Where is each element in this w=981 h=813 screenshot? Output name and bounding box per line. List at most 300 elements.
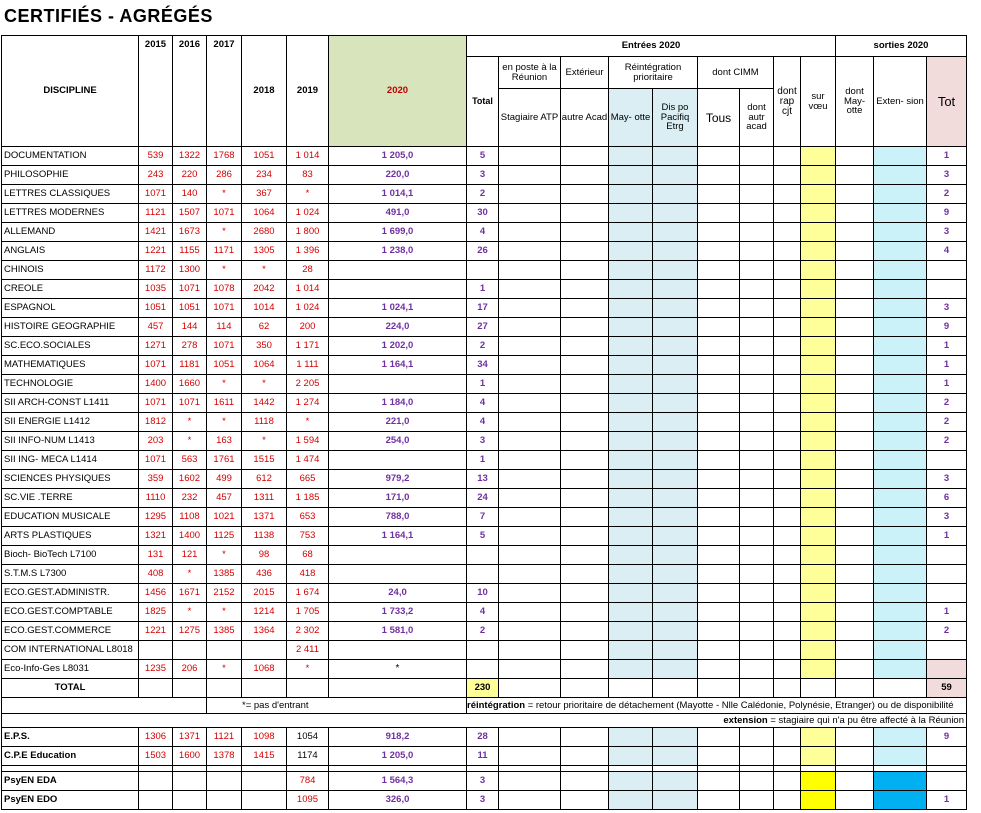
year-2017-cell: * bbox=[207, 546, 242, 565]
rapcjt-cell bbox=[774, 337, 801, 356]
total-cell: 1 bbox=[467, 375, 499, 394]
year-2019-cell: 68 bbox=[287, 546, 329, 565]
rapcjt-cell bbox=[774, 185, 801, 204]
dispo-cell bbox=[653, 772, 698, 791]
en-poste-cell bbox=[499, 584, 561, 603]
blank-cell bbox=[698, 679, 740, 698]
year-2015-cell: 1071 bbox=[139, 185, 173, 204]
sur-voeu-cell bbox=[801, 280, 836, 299]
extension-cell bbox=[874, 337, 927, 356]
table-row bbox=[2, 451, 967, 470]
discipline-cell: Bioch- BioTech L7100 bbox=[2, 546, 139, 565]
rapcjt-cell bbox=[774, 147, 801, 166]
sur-voeu-cell bbox=[801, 394, 836, 413]
year-2015-cell: 1321 bbox=[139, 527, 173, 546]
sorties-tot-cell: 2 bbox=[927, 413, 967, 432]
mayotte-cell bbox=[609, 603, 653, 622]
extension-cell bbox=[874, 261, 927, 280]
total-label: TOTAL bbox=[2, 679, 139, 698]
total-cell: 5 bbox=[467, 147, 499, 166]
exterieur-cell bbox=[561, 185, 609, 204]
discipline-cell: SII ING- MECA L1414 bbox=[2, 451, 139, 470]
year-2019-cell: * bbox=[287, 185, 329, 204]
discipline-cell: ECO.GEST.ADMINISTR. bbox=[2, 584, 139, 603]
tous-cell bbox=[698, 508, 740, 527]
sur-voeu-cell bbox=[801, 565, 836, 584]
dispo-cell bbox=[653, 747, 698, 766]
sorties-tot-cell: 1 bbox=[927, 603, 967, 622]
extension-cell bbox=[874, 318, 927, 337]
extension-cell bbox=[874, 166, 927, 185]
sorties-tot-cell bbox=[927, 772, 967, 791]
year-2018-cell: 1214 bbox=[242, 603, 287, 622]
year-2016-cell: 1600 bbox=[173, 747, 207, 766]
sorties-tot-cell bbox=[927, 747, 967, 766]
dont-mayotte-cell bbox=[836, 223, 874, 242]
year-2019-cell: 1 274 bbox=[287, 394, 329, 413]
year-2017-header: 2017 bbox=[207, 36, 242, 147]
year-2020-cell: 1 202,0 bbox=[329, 337, 467, 356]
year-2020-cell: 1 238,0 bbox=[329, 242, 467, 261]
year-2016-cell: 1371 bbox=[173, 728, 207, 747]
sur-voeu-cell bbox=[801, 242, 836, 261]
total-cell: 2 bbox=[467, 622, 499, 641]
year-2020-cell: 224,0 bbox=[329, 318, 467, 337]
sorties-tot-cell bbox=[927, 641, 967, 660]
year-2019-cell: 1 014 bbox=[287, 280, 329, 299]
rapcjt-cell bbox=[774, 394, 801, 413]
year-2019-cell: 1 024 bbox=[287, 204, 329, 223]
year-2016-cell: 220 bbox=[173, 166, 207, 185]
tous-cell bbox=[698, 489, 740, 508]
dont-autr-acad-cell bbox=[740, 432, 774, 451]
en-poste-cell bbox=[499, 489, 561, 508]
dont-autr-acad-cell bbox=[740, 242, 774, 261]
sur-voeu-cell bbox=[801, 641, 836, 660]
discipline-cell: SII ENERGIE L1412 bbox=[2, 413, 139, 432]
rapcjt-cell bbox=[774, 641, 801, 660]
dont-autr-acad-cell bbox=[740, 299, 774, 318]
total-cell: 2 bbox=[467, 185, 499, 204]
dispo-cell bbox=[653, 375, 698, 394]
year-2019-cell: 1174 bbox=[287, 747, 329, 766]
tous-cell bbox=[698, 791, 740, 810]
year-2017-cell: * bbox=[207, 413, 242, 432]
sur-voeu-cell bbox=[801, 747, 836, 766]
extra-row bbox=[2, 747, 967, 766]
year-2017-cell: 457 bbox=[207, 489, 242, 508]
rapcjt-cell bbox=[774, 622, 801, 641]
reintegration-header: Réintégration prioritaire bbox=[609, 57, 698, 89]
exterieur-cell bbox=[561, 451, 609, 470]
total-entrees-value: 230 bbox=[467, 679, 499, 698]
sur-voeu-cell bbox=[801, 185, 836, 204]
extension-cell bbox=[874, 622, 927, 641]
total-cell: 13 bbox=[467, 470, 499, 489]
discipline-cell: TECHNOLOGIE bbox=[2, 375, 139, 394]
year-2019-cell: 1 024 bbox=[287, 299, 329, 318]
year-2018-cell: 1051 bbox=[242, 147, 287, 166]
dispo-cell bbox=[653, 565, 698, 584]
year-2019-cell: 2 411 bbox=[287, 641, 329, 660]
en-poste-cell bbox=[499, 603, 561, 622]
year-2016-cell: 1673 bbox=[173, 223, 207, 242]
en-poste-cell bbox=[499, 223, 561, 242]
dont-mayotte-cell bbox=[836, 603, 874, 622]
year-2018-cell: 1098 bbox=[242, 728, 287, 747]
tous-cell bbox=[698, 185, 740, 204]
dont-mayotte-cell bbox=[836, 280, 874, 299]
extension-cell bbox=[874, 242, 927, 261]
dispo-cell bbox=[653, 337, 698, 356]
en-poste-cell bbox=[499, 432, 561, 451]
dont-autr-acad-cell bbox=[740, 375, 774, 394]
entrees-header: Entrées 2020 bbox=[467, 36, 836, 57]
blank-cell bbox=[139, 772, 173, 791]
sorties-tot-cell bbox=[927, 660, 967, 679]
year-2018-cell: 1442 bbox=[242, 394, 287, 413]
year-2020-cell: 1 014,1 bbox=[329, 185, 467, 204]
sur-voeu-cell bbox=[801, 261, 836, 280]
en-poste-cell bbox=[499, 394, 561, 413]
tous-cell bbox=[698, 747, 740, 766]
en-poste-cell bbox=[499, 546, 561, 565]
year-2017-cell: * bbox=[207, 261, 242, 280]
dont-mayotte-cell bbox=[836, 413, 874, 432]
dont-mayotte-cell bbox=[836, 451, 874, 470]
dont-autr-acad-cell bbox=[740, 223, 774, 242]
year-2016-cell: 1660 bbox=[173, 375, 207, 394]
discipline-cell: COM INTERNATIONAL L8018 bbox=[2, 641, 139, 660]
dont-mayotte-cell bbox=[836, 489, 874, 508]
year-2015-cell: 1271 bbox=[139, 337, 173, 356]
total-cell: 1 bbox=[467, 451, 499, 470]
dispo-cell bbox=[653, 791, 698, 810]
year-2019-cell: 2 205 bbox=[287, 375, 329, 394]
sur-voeu-cell bbox=[801, 660, 836, 679]
total-cell: 28 bbox=[467, 728, 499, 747]
dispo-cell bbox=[653, 299, 698, 318]
dont-mayotte-cell bbox=[836, 166, 874, 185]
mayotte-cell bbox=[609, 546, 653, 565]
discipline-cell: SCIENCES PHYSIQUES bbox=[2, 470, 139, 489]
year-2019-cell: 753 bbox=[287, 527, 329, 546]
exterieur-cell bbox=[561, 747, 609, 766]
mayotte-cell bbox=[609, 584, 653, 603]
rapcjt-cell bbox=[774, 223, 801, 242]
dont-mayotte-cell bbox=[836, 185, 874, 204]
sur-voeu-cell bbox=[801, 772, 836, 791]
year-2019-cell: 1054 bbox=[287, 728, 329, 747]
total-cell bbox=[467, 546, 499, 565]
dont-mayotte-cell bbox=[836, 641, 874, 660]
sorties-tot-cell: 3 bbox=[927, 508, 967, 527]
year-2018-cell: 436 bbox=[242, 565, 287, 584]
dont-mayotte-cell bbox=[836, 565, 874, 584]
extension-cell bbox=[874, 185, 927, 204]
rapcjt-cell bbox=[774, 728, 801, 747]
en-poste-cell bbox=[499, 772, 561, 791]
year-2020-cell: 1 164,1 bbox=[329, 527, 467, 546]
mayotte-cell bbox=[609, 299, 653, 318]
total-cell bbox=[467, 261, 499, 280]
year-2017-cell: 1611 bbox=[207, 394, 242, 413]
extension-cell bbox=[874, 299, 927, 318]
dont-autr-acad-cell bbox=[740, 185, 774, 204]
year-2018-cell: 1305 bbox=[242, 242, 287, 261]
sur-voeu-cell bbox=[801, 147, 836, 166]
year-2017-cell: 163 bbox=[207, 432, 242, 451]
table-row bbox=[2, 185, 967, 204]
year-2020-cell bbox=[329, 641, 467, 660]
year-2018-cell: 1118 bbox=[242, 413, 287, 432]
tous-cell bbox=[698, 166, 740, 185]
rapcjt-cell bbox=[774, 261, 801, 280]
mayotte-cell bbox=[609, 318, 653, 337]
blank-cell bbox=[207, 772, 242, 791]
dispo-cell bbox=[653, 527, 698, 546]
sorties-tot-cell: 2 bbox=[927, 432, 967, 451]
sur-voeu-cell bbox=[801, 318, 836, 337]
discipline-cell: ARTS PLASTIQUES bbox=[2, 527, 139, 546]
dont-autr-acad-cell bbox=[740, 527, 774, 546]
year-2017-cell: 114 bbox=[207, 318, 242, 337]
mayotte-cell bbox=[609, 280, 653, 299]
dispo-header: Dis po Pacifiq Etrg bbox=[653, 89, 698, 147]
extension-cell bbox=[874, 280, 927, 299]
year-2019-cell: 1095 bbox=[287, 791, 329, 810]
year-2020-cell: 24,0 bbox=[329, 584, 467, 603]
year-2019-cell: 1 705 bbox=[287, 603, 329, 622]
year-2018-cell: 234 bbox=[242, 166, 287, 185]
year-2020-cell: 220,0 bbox=[329, 166, 467, 185]
exterieur-cell bbox=[561, 337, 609, 356]
rapcjt-cell bbox=[774, 432, 801, 451]
rapcjt-cell bbox=[774, 546, 801, 565]
sur-voeu-cell bbox=[801, 527, 836, 546]
year-2018-cell: 1064 bbox=[242, 204, 287, 223]
discipline-cell: ALLEMAND bbox=[2, 223, 139, 242]
tous-cell bbox=[698, 546, 740, 565]
year-2017-cell: 1051 bbox=[207, 356, 242, 375]
year-2015-cell: 131 bbox=[139, 546, 173, 565]
year-2015-cell: 1400 bbox=[139, 375, 173, 394]
table-row bbox=[2, 337, 967, 356]
year-2015-cell: 1825 bbox=[139, 603, 173, 622]
year-2016-cell: 1155 bbox=[173, 242, 207, 261]
year-2020-cell: 491,0 bbox=[329, 204, 467, 223]
rapcjt-cell bbox=[774, 280, 801, 299]
year-2018-cell: 1371 bbox=[242, 508, 287, 527]
discipline-cell: S.T.M.S L7300 bbox=[2, 565, 139, 584]
sur-voeu-cell bbox=[801, 728, 836, 747]
total-cell: 4 bbox=[467, 223, 499, 242]
year-2016-cell: * bbox=[173, 565, 207, 584]
dispo-cell bbox=[653, 470, 698, 489]
sorties-tot-cell bbox=[927, 546, 967, 565]
year-2020-cell: 326,0 bbox=[329, 791, 467, 810]
sur-voeu-cell bbox=[801, 299, 836, 318]
sorties-tot-cell: 3 bbox=[927, 299, 967, 318]
year-2017-cell: 1078 bbox=[207, 280, 242, 299]
year-2020-cell bbox=[329, 565, 467, 584]
dont-autr-acad-cell bbox=[740, 641, 774, 660]
year-2018-cell: * bbox=[242, 432, 287, 451]
year-2015-cell: 539 bbox=[139, 147, 173, 166]
exterieur-cell bbox=[561, 641, 609, 660]
discipline-cell: CHINOIS bbox=[2, 261, 139, 280]
extension-cell bbox=[874, 432, 927, 451]
exterieur-cell bbox=[561, 527, 609, 546]
discipline-cell: SII ARCH-CONST L1411 bbox=[2, 394, 139, 413]
sorties-tot-cell bbox=[927, 584, 967, 603]
extension-cell bbox=[874, 546, 927, 565]
year-2016-cell: 1071 bbox=[173, 394, 207, 413]
year-2018-cell: * bbox=[242, 375, 287, 394]
year-2018-cell: 1515 bbox=[242, 451, 287, 470]
total-row bbox=[2, 679, 967, 698]
year-2015-cell: 1235 bbox=[139, 660, 173, 679]
tous-cell bbox=[698, 337, 740, 356]
dispo-cell bbox=[653, 261, 698, 280]
year-2020-cell: 1 024,1 bbox=[329, 299, 467, 318]
rapcjt-cell bbox=[774, 489, 801, 508]
note-extension bbox=[2, 714, 967, 728]
year-2016-cell: 563 bbox=[173, 451, 207, 470]
extension-cell bbox=[874, 451, 927, 470]
dont-mayotte-cell bbox=[836, 527, 874, 546]
psy-row bbox=[2, 772, 967, 791]
dispo-cell bbox=[653, 603, 698, 622]
dispo-cell bbox=[653, 413, 698, 432]
dont-mayotte-cell bbox=[836, 747, 874, 766]
dont-autr-acad-cell bbox=[740, 584, 774, 603]
en-poste-cell bbox=[499, 280, 561, 299]
blank-cell bbox=[242, 772, 287, 791]
sorties-tot-cell: 9 bbox=[927, 318, 967, 337]
sorties-tot-cell: 4 bbox=[927, 242, 967, 261]
dont-autr-acad-cell bbox=[740, 356, 774, 375]
year-2017-cell: * bbox=[207, 660, 242, 679]
sorties-tot-cell bbox=[927, 451, 967, 470]
year-2017-cell: 1071 bbox=[207, 337, 242, 356]
year-2017-cell: 1385 bbox=[207, 565, 242, 584]
rapcjt-cell bbox=[774, 204, 801, 223]
blank-cell bbox=[801, 679, 836, 698]
year-2015-cell: 457 bbox=[139, 318, 173, 337]
discipline-cell: PHILOSOPHIE bbox=[2, 166, 139, 185]
year-2020-cell: * bbox=[329, 660, 467, 679]
dispo-cell bbox=[653, 185, 698, 204]
tous-cell bbox=[698, 432, 740, 451]
tous-cell bbox=[698, 622, 740, 641]
total-cell: 5 bbox=[467, 527, 499, 546]
extension-cell bbox=[874, 470, 927, 489]
year-2017-cell: 286 bbox=[207, 166, 242, 185]
mayotte-cell bbox=[609, 185, 653, 204]
dont-autr-acad-cell bbox=[740, 451, 774, 470]
dispo-cell bbox=[653, 356, 698, 375]
year-2016-header: 2016 bbox=[173, 36, 207, 147]
note-reint-label: réintégration bbox=[467, 699, 526, 711]
total-cell: 26 bbox=[467, 242, 499, 261]
blank-cell bbox=[207, 791, 242, 810]
extension-cell bbox=[874, 603, 927, 622]
year-2020-cell: 254,0 bbox=[329, 432, 467, 451]
sur-voeu-cell bbox=[801, 413, 836, 432]
exterieur-cell bbox=[561, 791, 609, 810]
dispo-cell bbox=[653, 166, 698, 185]
sur-voeu-cell bbox=[801, 489, 836, 508]
year-2018-cell: 2015 bbox=[242, 584, 287, 603]
exterieur-cell bbox=[561, 223, 609, 242]
mayotte-cell bbox=[609, 413, 653, 432]
total-cell: 7 bbox=[467, 508, 499, 527]
year-2017-cell: 1071 bbox=[207, 204, 242, 223]
year-2018-cell: 1415 bbox=[242, 747, 287, 766]
year-2020-cell: 1 581,0 bbox=[329, 622, 467, 641]
year-2018-cell: 350 bbox=[242, 337, 287, 356]
year-2015-cell: 359 bbox=[139, 470, 173, 489]
exterieur-cell bbox=[561, 242, 609, 261]
total-cell: 27 bbox=[467, 318, 499, 337]
en-poste-cell bbox=[499, 242, 561, 261]
table-row bbox=[2, 375, 967, 394]
rapcjt-cell bbox=[774, 242, 801, 261]
sorties-tot-cell: 1 bbox=[927, 147, 967, 166]
year-2015-cell: 1071 bbox=[139, 451, 173, 470]
rapcjt-cell bbox=[774, 565, 801, 584]
mayotte-cell bbox=[609, 728, 653, 747]
rapcjt-cell bbox=[774, 584, 801, 603]
tous-cell bbox=[698, 527, 740, 546]
tous-cell bbox=[698, 375, 740, 394]
sur-voeu-cell bbox=[801, 584, 836, 603]
blank-cell bbox=[173, 772, 207, 791]
exterieur-cell bbox=[561, 147, 609, 166]
extension-cell bbox=[874, 489, 927, 508]
dont-autr-acad-cell bbox=[740, 603, 774, 622]
year-2019-cell: 1 396 bbox=[287, 242, 329, 261]
mayotte-cell bbox=[609, 375, 653, 394]
exterieur-cell bbox=[561, 356, 609, 375]
sorties-tot-cell: 1 bbox=[927, 375, 967, 394]
table-row bbox=[2, 204, 967, 223]
dont-mayotte-cell bbox=[836, 432, 874, 451]
year-2017-cell: 1125 bbox=[207, 527, 242, 546]
year-2015-cell: 1306 bbox=[139, 728, 173, 747]
year-2015-cell: 1071 bbox=[139, 394, 173, 413]
year-2015-cell bbox=[139, 641, 173, 660]
en-poste-cell bbox=[499, 728, 561, 747]
exterieur-cell bbox=[561, 508, 609, 527]
dont-autr-acad-cell bbox=[740, 318, 774, 337]
table-row bbox=[2, 508, 967, 527]
year-2018-cell: 2680 bbox=[242, 223, 287, 242]
dont-autr-acad-cell bbox=[740, 728, 774, 747]
exterieur-cell bbox=[561, 622, 609, 641]
note-ext-text: = stagiaire qui n'a pu être affecté à la Réunion bbox=[767, 714, 964, 726]
table-row bbox=[2, 318, 967, 337]
year-2020-cell: 1 699,0 bbox=[329, 223, 467, 242]
tous-cell bbox=[698, 413, 740, 432]
dont-mayotte-cell bbox=[836, 356, 874, 375]
year-2019-cell: * bbox=[287, 660, 329, 679]
tous-cell bbox=[698, 223, 740, 242]
discipline-cell: PsyEN EDA bbox=[2, 772, 139, 791]
year-2017-cell: 1021 bbox=[207, 508, 242, 527]
sur-voeu-cell bbox=[801, 470, 836, 489]
